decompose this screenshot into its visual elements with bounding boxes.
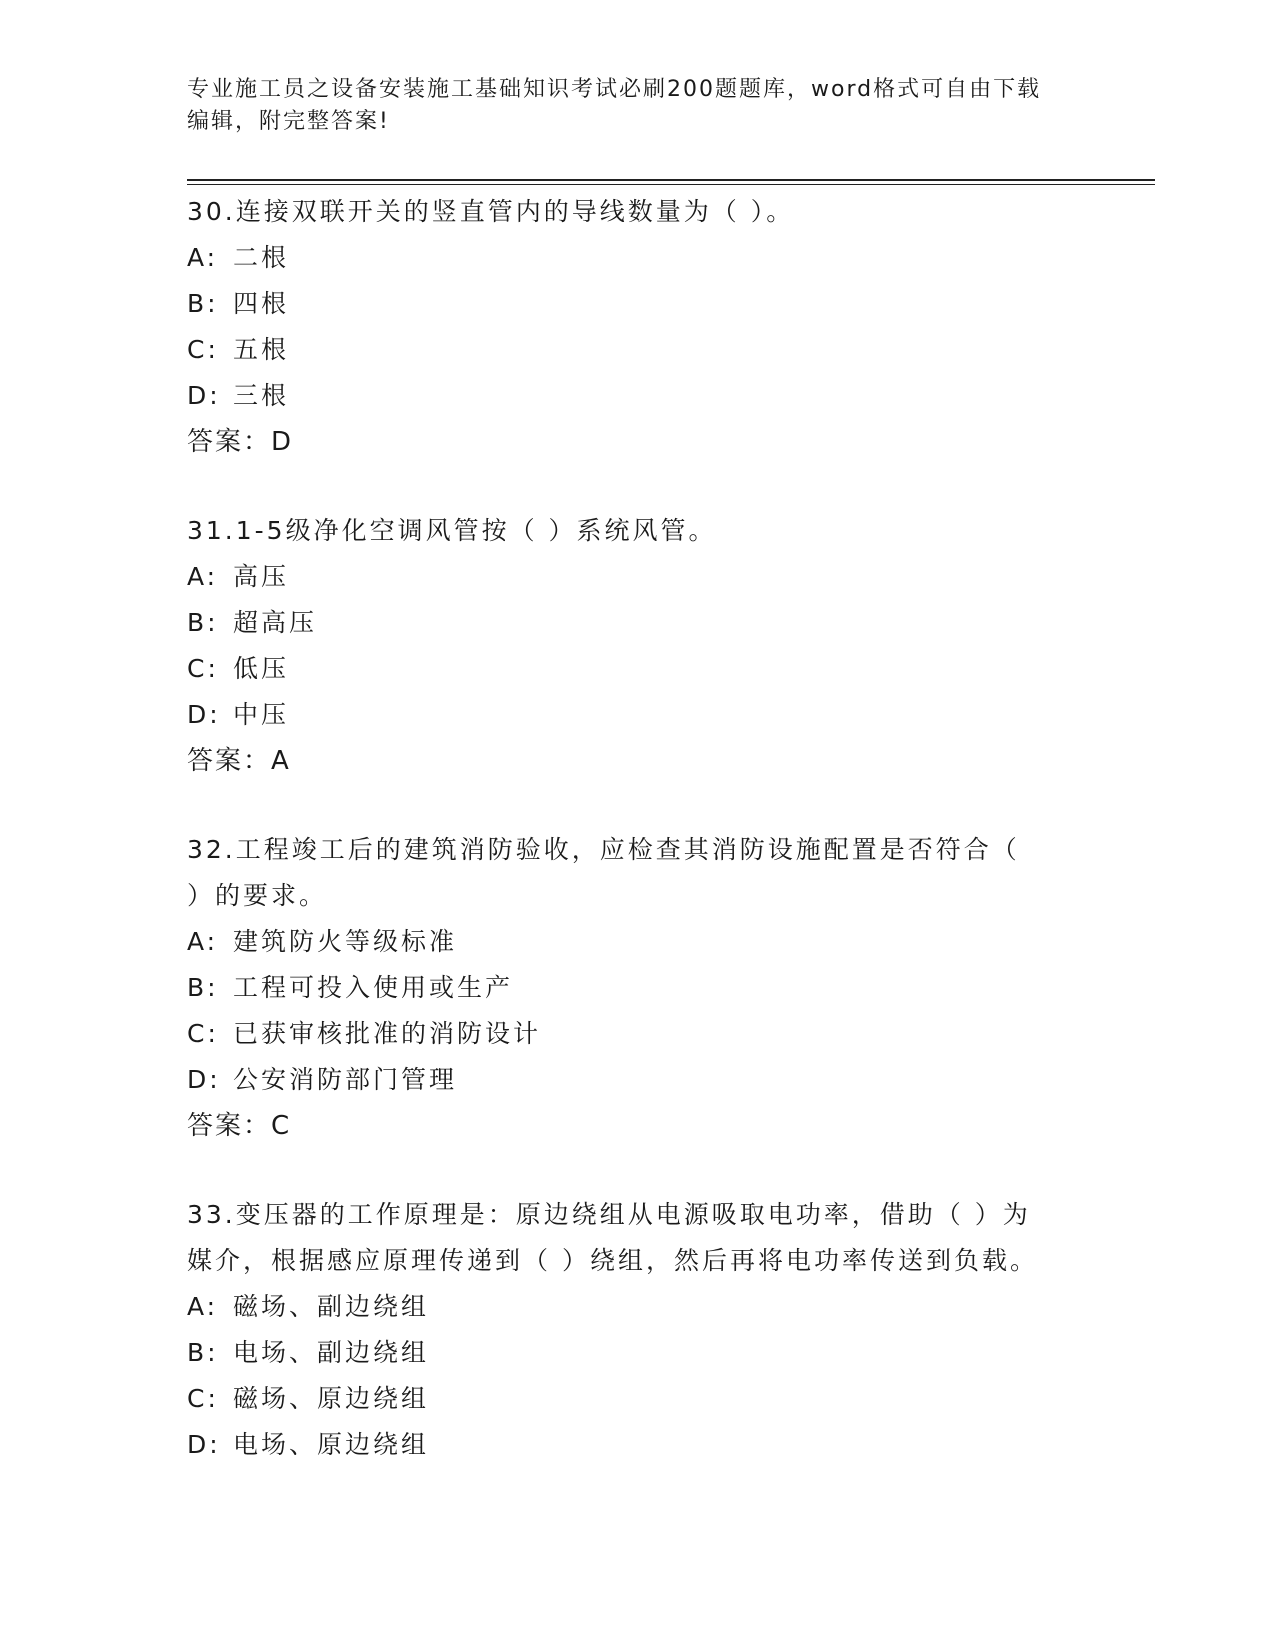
option-text: 低压	[233, 654, 290, 683]
option-letter: B:	[187, 973, 219, 1002]
option-letter: A:	[187, 1292, 219, 1321]
option-d	[187, 1057, 1087, 1103]
header-line-2: 编辑，附完整答案!	[187, 109, 390, 134]
option-text: 建筑防火等级标准	[233, 927, 458, 956]
question-32	[187, 827, 1087, 1149]
option-text: 五根	[233, 335, 290, 364]
question-33	[187, 1192, 1087, 1468]
option-text: 三根	[233, 381, 290, 410]
option-b	[187, 965, 1087, 1011]
document-header	[187, 74, 1087, 138]
option-a	[187, 1284, 1087, 1330]
question-stem: 33.变压器的工作原理是：原边绕组从电源吸取电功率，借助（ ）为	[187, 1200, 1031, 1229]
question-stem-continued: ）的要求。	[187, 881, 328, 910]
option-text: 磁场、副边绕组	[233, 1292, 430, 1321]
question-stem: 32.工程竣工后的建筑消防验收，应检查其消防设施配置是否符合（	[187, 835, 1020, 864]
answer-line: 答案：C	[187, 1111, 292, 1141]
header-divider-thin	[187, 184, 1155, 185]
option-letter: D:	[187, 700, 221, 729]
option-d	[187, 692, 1087, 738]
option-text: 中压	[233, 700, 290, 729]
option-letter: A:	[187, 562, 219, 591]
option-letter: B:	[187, 289, 219, 318]
option-letter: A:	[187, 243, 219, 272]
question-30	[187, 189, 1087, 465]
question-stem-continued: 媒介，根据感应原理传递到（ ）绕组，然后再将电功率传送到负载。	[187, 1246, 1038, 1275]
option-a	[187, 919, 1087, 965]
header-divider-thick	[187, 179, 1155, 181]
option-c	[187, 1376, 1087, 1422]
option-a	[187, 235, 1087, 281]
option-text: 四根	[233, 289, 290, 318]
answer-line: 答案：A	[187, 746, 291, 776]
option-a	[187, 554, 1087, 600]
option-text: 高压	[233, 562, 290, 591]
option-letter: B:	[187, 608, 219, 637]
option-letter: D:	[187, 1065, 221, 1094]
option-text: 电场、原边绕组	[233, 1430, 430, 1459]
option-text: 电场、副边绕组	[233, 1338, 430, 1367]
header-line-1: 专业施工员之设备安装施工基础知识考试必刷200题题库，word格式可自由下载	[187, 77, 1042, 102]
option-text: 已获审核批准的消防设计	[233, 1019, 542, 1048]
option-c	[187, 646, 1087, 692]
option-c	[187, 1011, 1087, 1057]
answer-line: 答案：D	[187, 427, 294, 457]
option-text: 超高压	[233, 608, 318, 637]
option-letter: C:	[187, 1019, 219, 1048]
option-text: 磁场、原边绕组	[233, 1384, 430, 1413]
question-stem: 30.连接双联开关的竖直管内的导线数量为（ ）。	[187, 197, 795, 226]
option-c	[187, 327, 1087, 373]
option-letter: C:	[187, 654, 219, 683]
option-letter: A:	[187, 927, 219, 956]
option-b	[187, 600, 1087, 646]
option-letter: B:	[187, 1338, 219, 1367]
option-b	[187, 1330, 1087, 1376]
option-d	[187, 373, 1087, 419]
option-letter: D:	[187, 1430, 221, 1459]
option-letter: D:	[187, 381, 221, 410]
option-text: 工程可投入使用或生产	[233, 973, 514, 1002]
option-d	[187, 1422, 1087, 1468]
option-letter: C:	[187, 335, 219, 364]
question-stem: 31.1-5级净化空调风管按（ ）系统风管。	[187, 516, 717, 545]
option-b	[187, 281, 1087, 327]
question-31	[187, 508, 1087, 784]
option-letter: C:	[187, 1384, 219, 1413]
option-text: 公安消防部门管理	[233, 1065, 458, 1094]
option-text: 二根	[233, 243, 290, 272]
